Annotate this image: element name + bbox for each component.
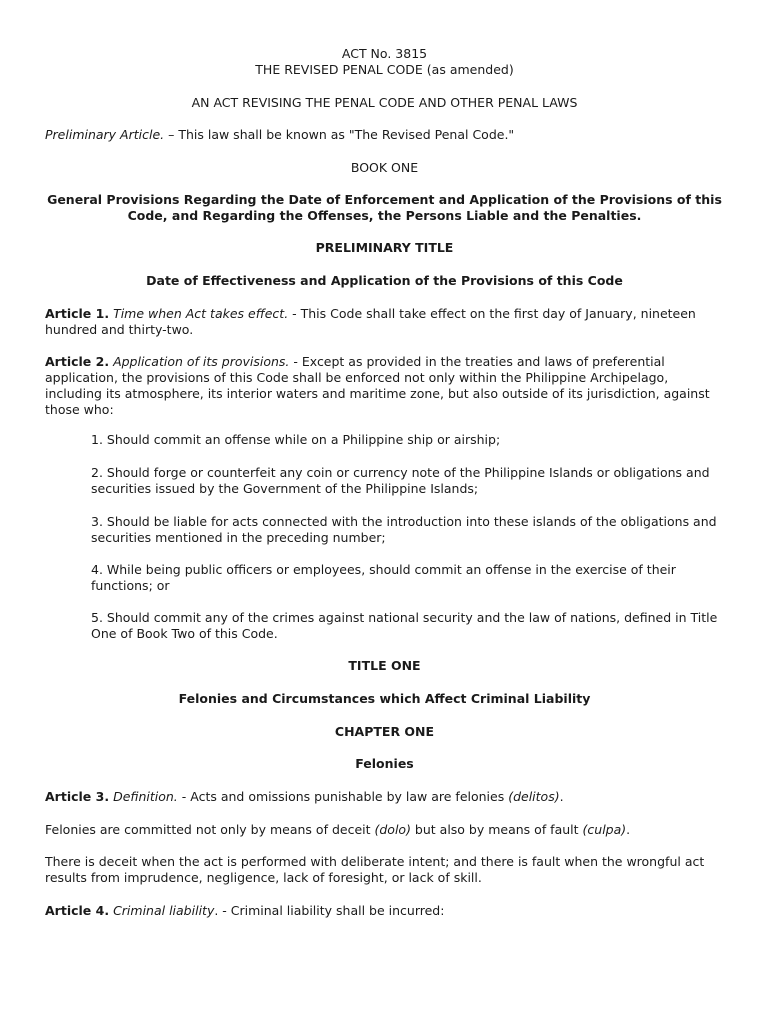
preliminary-article-text: – This law shall be known as "The Revised Penal Code." bbox=[164, 127, 515, 142]
article-3-title: Definition. bbox=[113, 789, 178, 804]
book-one-heading: BOOK ONE bbox=[350, 160, 419, 175]
title-one-subheading: Felonies and Circumstances which Affect Criminal Liability bbox=[178, 691, 591, 706]
article-3-paragraph-3: There is deceit when the act is performed with deliberate intent; and there is fault when the wrongful act results from imprudence, negligence, lack of foresight, or lack of skill. bbox=[45, 854, 705, 885]
article-3-p2-term1: (dolo) bbox=[374, 822, 411, 837]
article-2-item-5: 5. Should commit any of the crimes against national security and the law of nations, defined in Title One of Book Two of this Code. bbox=[91, 610, 718, 641]
article-3-paragraph-2 bbox=[45, 822, 724, 838]
article-3-p2-b: but also by means of fault bbox=[410, 822, 583, 837]
preliminary-article bbox=[45, 127, 724, 143]
article-4-text: . - Criminal liability shall be incurred: bbox=[214, 903, 445, 918]
preliminary-article-label: Preliminary Article. bbox=[45, 127, 165, 142]
article-4 bbox=[45, 903, 724, 919]
article-3-term: (delitos) bbox=[508, 789, 560, 804]
preliminary-title-subheading: Date of Effectiveness and Application of the Provisions of this Code bbox=[146, 273, 623, 288]
article-2-item-1: 1. Should commit an offense while on a Philippine ship or airship; bbox=[91, 432, 501, 447]
article-3-text: - Acts and omissions punishable by law are felonies bbox=[177, 789, 509, 804]
article-4-title: Criminal liability bbox=[113, 903, 215, 918]
article-1-label: Article 1. bbox=[45, 306, 110, 321]
act-subtitle: AN ACT REVISING THE PENAL CODE AND OTHER PENAL LAWS bbox=[191, 95, 578, 110]
article-1-text: - This Code shall take effect on the first day of January, nineteen hundred and thirty-two. bbox=[45, 306, 696, 337]
title-one-heading: TITLE ONE bbox=[348, 658, 421, 673]
article-1 bbox=[45, 306, 724, 338]
article-2 bbox=[45, 354, 724, 418]
article-2-item-3: 3. Should be liable for acts connected with the introduction into these islands of the obligations and securities mentioned in the preceding number; bbox=[91, 514, 717, 545]
book-one-subheading: General Provisions Regarding the Date of Enforcement and Application of the Provisions of this Code, and Regarding the Offenses, the Persons Liable and the Penalties. bbox=[47, 192, 722, 223]
code-title: THE REVISED PENAL CODE (as amended) bbox=[255, 62, 514, 77]
chapter-one-heading: CHAPTER ONE bbox=[334, 724, 435, 739]
article-3-p2-c: . bbox=[626, 822, 631, 837]
article-3-label: Article 3. bbox=[45, 789, 110, 804]
preliminary-title-heading: PRELIMINARY TITLE bbox=[315, 240, 454, 255]
article-4-label: Article 4. bbox=[45, 903, 110, 918]
act-number: ACT No. 3815 bbox=[341, 46, 428, 61]
chapter-one-subheading: Felonies bbox=[355, 756, 414, 771]
article-1-title: Time when Act takes effect. bbox=[113, 306, 289, 321]
article-2-item-2: 2. Should forge or counterfeit any coin or currency note of the Philippine Islands or obligations and securities issued by the Government of the Philippine Islands; bbox=[91, 465, 710, 496]
article-2-text: - Except as provided in the treaties and laws of preferential application, the provisions of this Code shall be enforced not only within the Philippine Archipelago, including its atmosphere, its interior waters and maritime zone, but also outside of its jurisdiction, against those who: bbox=[45, 354, 710, 417]
article-2-label: Article 2. bbox=[45, 354, 110, 369]
article-2-title: Application of its provisions. bbox=[113, 354, 290, 369]
article-3 bbox=[45, 789, 724, 805]
article-2-item-4: 4. While being public officers or employees, should commit an offense in the exercise of their functions; or bbox=[91, 562, 676, 593]
article-3-text-end: . bbox=[559, 789, 564, 804]
article-3-p2-term2: (culpa) bbox=[582, 822, 627, 837]
article-3-p2-a: Felonies are committed not only by means of deceit bbox=[45, 822, 375, 837]
